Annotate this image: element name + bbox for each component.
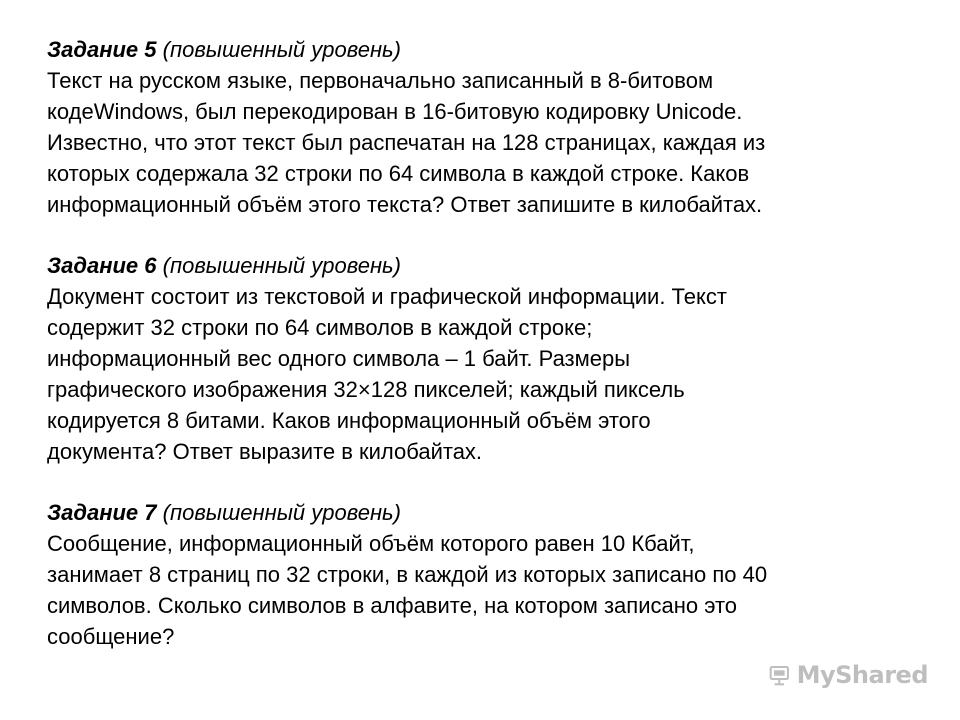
task-5 — [47, 34, 937, 220]
task-label: Задание 7 — [47, 500, 157, 525]
task-text-line: Сообщение, информационный объём которого равен 10 Кбайт, — [47, 531, 695, 556]
task-label: Задание 5 — [47, 37, 157, 62]
task-text-line: Известно, что этот текст был распечатан на 128 страницах, каждая из — [47, 130, 766, 155]
task-6 — [47, 250, 937, 467]
task-text-line: Текст на русском языке, первоначально записанный в 8-битовом — [47, 68, 714, 93]
task-text-line: кодеWindows, был перекодирован в 16-битовую кодировку Unicode. — [47, 99, 743, 124]
watermark-text: MyShared — [796, 661, 928, 689]
task-label: Задание 6 — [47, 253, 157, 278]
task-text-line: занимает 8 страниц по 32 строки, в каждой из которых записано по 40 — [47, 562, 768, 587]
task-text-line: которых содержала 32 строки по 64 символа в каждой строке. Каков — [47, 161, 750, 186]
task-level: (повышенный уровень) — [162, 37, 401, 62]
task-text-line: символов. Сколько символов в алфавите, на котором записано это — [47, 593, 738, 618]
task-text-line: кодируется 8 битами. Каков информационный объём этого — [47, 408, 651, 433]
task-text-line: информационный вес одного символа – 1 байт. Размеры — [47, 346, 631, 371]
task-heading — [47, 497, 937, 528]
task-text-line: Документ состоит из текстовой и графической информации. Текст — [47, 284, 727, 309]
task-level: (повышенный уровень) — [162, 500, 401, 525]
task-text-line: сообщение? — [47, 624, 175, 649]
watermark-logo — [768, 655, 928, 695]
task-text-line: информационный объём этого текста? Ответ запишите в килобайтах. — [47, 192, 763, 217]
task-text-line: графического изображения 32×128 пикселей; каждый пиксель — [47, 377, 685, 402]
document-body — [47, 34, 937, 682]
task-heading — [47, 34, 937, 65]
task-level: (повышенный уровень) — [162, 253, 401, 278]
task-heading — [47, 250, 937, 281]
task-text-line: содержит 32 строки по 64 символов в каждой строке; — [47, 315, 593, 340]
presentation-board-icon — [768, 658, 791, 692]
task-text-line: документа? Ответ выразите в килобайтах. — [47, 439, 483, 464]
task-7 — [47, 497, 937, 652]
